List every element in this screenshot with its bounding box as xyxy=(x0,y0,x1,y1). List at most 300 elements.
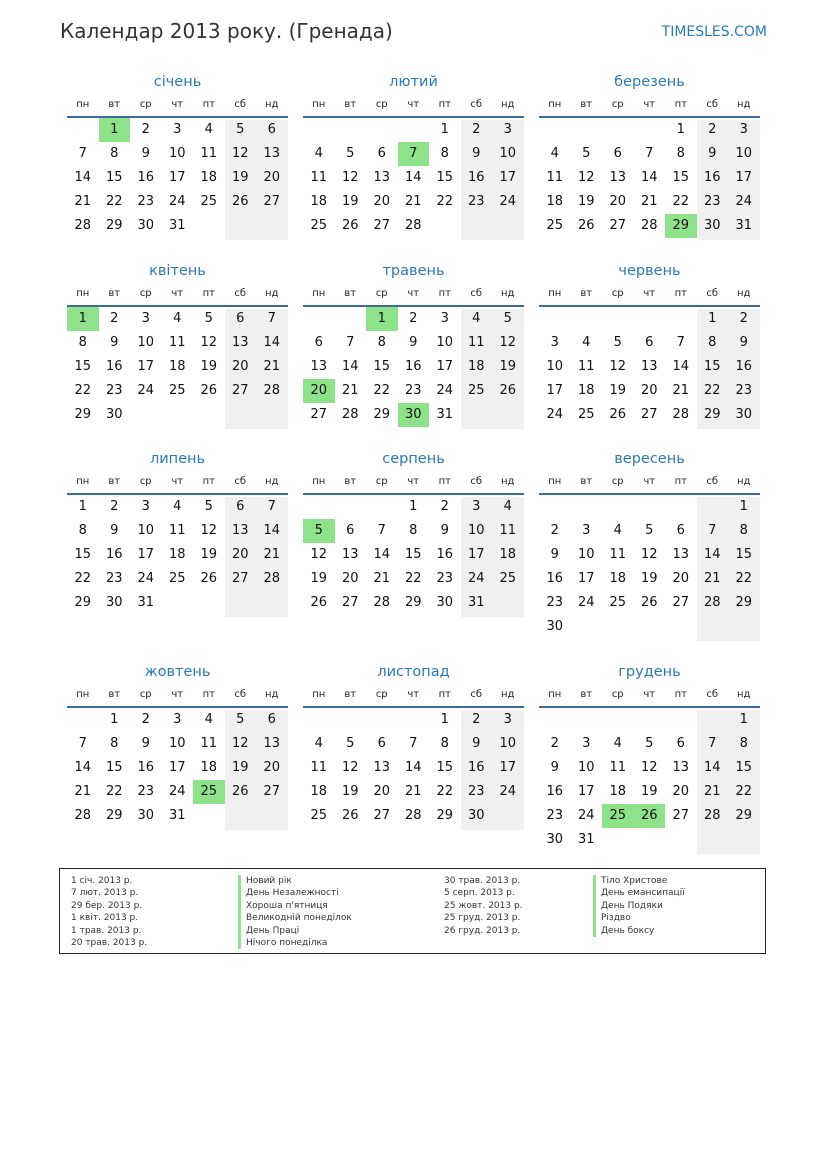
weekday-label: пт xyxy=(674,476,687,487)
weekday-label: пт xyxy=(202,476,215,487)
day-cell: 26 xyxy=(310,595,328,610)
weekday-label: сб xyxy=(470,99,483,110)
weekday-label: нд xyxy=(501,689,515,700)
day-cell: 25 xyxy=(310,808,328,823)
day-cell: 12 xyxy=(499,335,517,350)
weekday-label: пт xyxy=(438,99,451,110)
day-cell: 14 xyxy=(703,547,721,562)
day-cell: 16 xyxy=(467,170,485,185)
day-cell: 19 xyxy=(231,760,249,775)
day-cell: 8 xyxy=(409,523,418,538)
day-cell: 3 xyxy=(503,122,512,137)
month-name: червень xyxy=(618,263,681,279)
day-cell: 15 xyxy=(735,760,753,775)
day-cell: 26 xyxy=(231,194,249,209)
day-cell: 17 xyxy=(137,359,155,374)
day-cell: 18 xyxy=(609,571,627,586)
weekday-label: чт xyxy=(171,689,184,700)
day-cell: 25 xyxy=(200,194,218,209)
day-cell: 3 xyxy=(472,499,481,514)
legend-dates-left xyxy=(71,875,147,949)
day-cell: 9 xyxy=(440,523,449,538)
weekday-label: ср xyxy=(139,288,152,299)
day-cell: 8 xyxy=(440,146,449,161)
day-cell: 2 xyxy=(472,122,481,137)
day-cell: 7 xyxy=(708,523,717,538)
day-cell: 2 xyxy=(110,311,119,326)
day-cell: 2 xyxy=(550,736,559,751)
day-cell: 18 xyxy=(168,359,186,374)
day-cell: 14 xyxy=(703,760,721,775)
day-cell: 25 xyxy=(310,218,328,233)
legend-dates-right xyxy=(444,875,523,937)
day-cell: 22 xyxy=(436,784,454,799)
day-cell: 31 xyxy=(735,218,753,233)
day-cell: 5 xyxy=(236,712,245,727)
day-cell: 26 xyxy=(499,383,517,398)
day-cell: 15 xyxy=(436,760,454,775)
day-cell: 18 xyxy=(609,784,627,799)
day-cell: 8 xyxy=(110,736,119,751)
day-cell: 30 xyxy=(436,595,454,610)
weekday-label: чт xyxy=(407,476,420,487)
day-cell: 28 xyxy=(703,595,721,610)
day-cell: 7 xyxy=(409,736,418,751)
holiday-day: 5 xyxy=(303,519,335,543)
day-cell: 6 xyxy=(346,523,355,538)
month-rule xyxy=(539,706,760,708)
day-cell: 10 xyxy=(577,760,595,775)
day-cell: 21 xyxy=(404,194,422,209)
day-cell: 9 xyxy=(550,760,559,775)
day-cell: 11 xyxy=(310,760,328,775)
day-cell: 6 xyxy=(676,736,685,751)
day-cell: 15 xyxy=(74,359,92,374)
day-cell: 19 xyxy=(499,359,517,374)
day-cell: 21 xyxy=(703,571,721,586)
weekday-label: вт xyxy=(580,476,593,487)
legend-date: 20 трав. 2013 р. xyxy=(71,937,148,948)
day-cell: 23 xyxy=(467,784,485,799)
day-cell: 3 xyxy=(173,712,182,727)
day-cell: 9 xyxy=(141,146,150,161)
day-cell: 17 xyxy=(577,571,595,586)
legend-date: 30 трав. 2013 р. xyxy=(444,876,521,886)
day-cell: 25 xyxy=(467,383,485,398)
weekday-label: вт xyxy=(344,99,357,110)
day-cell: 5 xyxy=(613,335,622,350)
day-cell: 10 xyxy=(137,523,155,538)
day-cell: 30 xyxy=(467,808,485,823)
day-cell: 30 xyxy=(105,407,123,422)
day-cell: 24 xyxy=(467,571,485,586)
day-cell: 19 xyxy=(310,571,328,586)
day-cell: 31 xyxy=(137,595,155,610)
legend-holiday-name: Новий рік xyxy=(238,875,352,887)
day-cell: 4 xyxy=(582,335,591,350)
day-cell: 5 xyxy=(236,122,245,137)
month-name: січень xyxy=(153,74,202,90)
day-cell: 4 xyxy=(314,736,323,751)
day-cell: 20 xyxy=(341,571,359,586)
day-cell: 21 xyxy=(373,571,391,586)
day-cell: 11 xyxy=(168,523,186,538)
day-cell: 11 xyxy=(200,736,218,751)
day-cell: 30 xyxy=(703,218,721,233)
weekday-label: чт xyxy=(171,288,184,299)
day-cell: 2 xyxy=(550,523,559,538)
day-cell: 7 xyxy=(346,335,355,350)
day-cell: 28 xyxy=(404,808,422,823)
day-cell: 6 xyxy=(377,736,386,751)
day-cell: 1 xyxy=(440,712,449,727)
day-cell: 26 xyxy=(640,595,658,610)
day-cell: 12 xyxy=(640,547,658,562)
day-cell: 23 xyxy=(735,383,753,398)
day-cell: 26 xyxy=(341,808,359,823)
day-cell: 20 xyxy=(263,760,281,775)
day-cell: 23 xyxy=(546,595,564,610)
day-cell: 28 xyxy=(672,407,690,422)
holiday-day: 1 xyxy=(67,307,99,331)
day-cell: 18 xyxy=(499,547,517,562)
day-cell: 27 xyxy=(263,194,281,209)
day-cell: 27 xyxy=(609,218,627,233)
day-cell: 16 xyxy=(467,760,485,775)
day-cell: 13 xyxy=(609,170,627,185)
weekday-label: сб xyxy=(234,99,247,110)
day-cell: 18 xyxy=(310,784,328,799)
day-cell: 29 xyxy=(436,808,454,823)
day-cell: 31 xyxy=(168,218,186,233)
day-cell: 10 xyxy=(137,335,155,350)
day-cell: 4 xyxy=(173,311,182,326)
legend-names-right xyxy=(593,875,685,937)
day-cell: 12 xyxy=(200,523,218,538)
day-cell: 3 xyxy=(739,122,748,137)
holiday-day: 26 xyxy=(634,804,666,828)
day-cell: 14 xyxy=(74,170,92,185)
day-cell: 8 xyxy=(676,146,685,161)
day-cell: 26 xyxy=(200,571,218,586)
day-cell: 1 xyxy=(676,122,685,137)
month-name: травень xyxy=(382,263,445,279)
day-cell: 27 xyxy=(672,808,690,823)
weekday-label: пн xyxy=(76,689,90,700)
day-cell: 18 xyxy=(310,194,328,209)
weekday-label: сб xyxy=(706,476,719,487)
month-name: грудень xyxy=(618,664,681,680)
day-cell: 15 xyxy=(672,170,690,185)
day-cell: 9 xyxy=(708,146,717,161)
day-cell: 10 xyxy=(577,547,595,562)
day-cell: 6 xyxy=(236,499,245,514)
day-cell: 24 xyxy=(735,194,753,209)
day-cell: 8 xyxy=(739,736,748,751)
day-cell: 31 xyxy=(168,808,186,823)
day-cell: 27 xyxy=(263,784,281,799)
weekday-label: ср xyxy=(611,99,624,110)
day-cell: 27 xyxy=(341,595,359,610)
day-cell: 11 xyxy=(499,523,517,538)
day-cell: 11 xyxy=(200,146,218,161)
day-cell: 12 xyxy=(577,170,595,185)
day-cell: 4 xyxy=(314,146,323,161)
legend-holiday-name: Нічого понеділка xyxy=(238,937,352,949)
weekday-label: пт xyxy=(674,99,687,110)
day-cell: 12 xyxy=(231,146,249,161)
day-cell: 12 xyxy=(200,335,218,350)
day-cell: 22 xyxy=(74,383,92,398)
holiday-day: 1 xyxy=(99,118,131,142)
day-cell: 19 xyxy=(341,194,359,209)
weekday-label: сб xyxy=(470,689,483,700)
day-cell: 30 xyxy=(137,218,155,233)
day-cell: 5 xyxy=(346,146,355,161)
day-cell: 23 xyxy=(467,194,485,209)
day-cell: 9 xyxy=(110,523,119,538)
day-cell: 14 xyxy=(640,170,658,185)
weekday-label: ср xyxy=(375,476,388,487)
day-cell: 28 xyxy=(404,218,422,233)
day-cell: 17 xyxy=(436,359,454,374)
day-cell: 12 xyxy=(231,736,249,751)
day-cell: 19 xyxy=(640,784,658,799)
weekday-label: пн xyxy=(312,476,326,487)
weekday-label: нд xyxy=(737,689,751,700)
day-cell: 13 xyxy=(263,146,281,161)
day-cell: 7 xyxy=(676,335,685,350)
legend-holiday-name: Різдво xyxy=(593,912,685,924)
day-cell: 13 xyxy=(341,547,359,562)
day-cell: 24 xyxy=(577,595,595,610)
day-cell: 3 xyxy=(582,736,591,751)
day-cell: 21 xyxy=(263,547,281,562)
day-cell: 18 xyxy=(577,383,595,398)
day-cell: 3 xyxy=(141,499,150,514)
day-cell: 14 xyxy=(263,523,281,538)
weekday-label: ср xyxy=(375,288,388,299)
day-cell: 15 xyxy=(735,547,753,562)
day-cell: 24 xyxy=(168,784,186,799)
day-cell: 13 xyxy=(373,760,391,775)
weekday-label: нд xyxy=(737,99,751,110)
day-cell: 24 xyxy=(436,383,454,398)
day-cell: 11 xyxy=(467,335,485,350)
day-cell: 1 xyxy=(110,712,119,727)
weekday-label: нд xyxy=(737,476,751,487)
weekday-label: вт xyxy=(580,99,593,110)
day-cell: 25 xyxy=(168,571,186,586)
day-cell: 23 xyxy=(436,571,454,586)
day-cell: 13 xyxy=(640,359,658,374)
month-name: липень xyxy=(149,451,206,467)
day-cell: 27 xyxy=(231,383,249,398)
day-cell: 20 xyxy=(373,784,391,799)
day-cell: 26 xyxy=(200,383,218,398)
day-cell: 13 xyxy=(672,547,690,562)
weekday-label: пт xyxy=(202,99,215,110)
legend-holiday-name: День Подяки xyxy=(593,900,685,912)
day-cell: 10 xyxy=(499,736,517,751)
weekday-label: вт xyxy=(108,689,121,700)
day-cell: 31 xyxy=(577,832,595,847)
day-cell: 11 xyxy=(168,335,186,350)
weekday-label: пн xyxy=(548,476,562,487)
day-cell: 2 xyxy=(141,712,150,727)
day-cell: 8 xyxy=(708,335,717,350)
day-cell: 29 xyxy=(105,808,123,823)
day-cell: 18 xyxy=(200,760,218,775)
day-cell: 22 xyxy=(373,383,391,398)
holiday-day: 20 xyxy=(303,379,335,403)
day-cell: 24 xyxy=(499,784,517,799)
legend-holiday-name: Тіло Христове xyxy=(593,875,685,887)
day-cell: 6 xyxy=(267,712,276,727)
day-cell: 18 xyxy=(168,547,186,562)
day-cell: 24 xyxy=(137,571,155,586)
day-cell: 11 xyxy=(310,170,328,185)
day-cell: 26 xyxy=(577,218,595,233)
weekday-label: ср xyxy=(375,689,388,700)
day-cell: 9 xyxy=(739,335,748,350)
weekday-label: вт xyxy=(580,689,593,700)
weekday-label: пн xyxy=(312,99,326,110)
day-cell: 29 xyxy=(74,595,92,610)
weekday-label: пт xyxy=(202,288,215,299)
day-cell: 16 xyxy=(137,760,155,775)
day-cell: 22 xyxy=(735,784,753,799)
legend-date: 1 трав. 2013 р. xyxy=(71,925,142,936)
day-cell: 14 xyxy=(74,760,92,775)
day-cell: 24 xyxy=(499,194,517,209)
day-cell: 29 xyxy=(735,595,753,610)
day-cell: 21 xyxy=(703,784,721,799)
weekday-label: нд xyxy=(265,476,279,487)
day-cell: 24 xyxy=(577,808,595,823)
weekday-label: вт xyxy=(108,99,121,110)
day-cell: 27 xyxy=(231,571,249,586)
day-cell: 15 xyxy=(105,170,123,185)
day-cell: 13 xyxy=(310,359,328,374)
weekday-label: пт xyxy=(674,288,687,299)
day-cell: 14 xyxy=(373,547,391,562)
weekday-label: чт xyxy=(171,476,184,487)
day-cell: 6 xyxy=(377,146,386,161)
legend-date: 1 квіт. 2013 р. xyxy=(71,913,139,924)
day-cell: 2 xyxy=(110,499,119,514)
weekday-label: сб xyxy=(234,689,247,700)
day-cell: 9 xyxy=(472,736,481,751)
day-cell: 2 xyxy=(708,122,717,137)
day-cell: 5 xyxy=(204,499,213,514)
day-cell: 6 xyxy=(676,523,685,538)
weekday-label: пн xyxy=(76,99,90,110)
day-cell: 7 xyxy=(267,499,276,514)
day-cell: 4 xyxy=(550,146,559,161)
holiday-legend xyxy=(59,868,766,954)
day-cell: 10 xyxy=(546,359,564,374)
weekday-label: нд xyxy=(501,476,515,487)
day-cell: 16 xyxy=(105,547,123,562)
day-cell: 15 xyxy=(404,547,422,562)
day-cell: 22 xyxy=(74,571,92,586)
day-cell: 15 xyxy=(436,170,454,185)
day-cell: 22 xyxy=(672,194,690,209)
day-cell: 17 xyxy=(499,760,517,775)
day-cell: 11 xyxy=(577,359,595,374)
day-cell: 7 xyxy=(78,146,87,161)
day-cell: 31 xyxy=(436,407,454,422)
day-cell: 20 xyxy=(609,194,627,209)
weekday-label: чт xyxy=(407,689,420,700)
day-cell: 10 xyxy=(168,146,186,161)
day-cell: 19 xyxy=(640,571,658,586)
day-cell: 1 xyxy=(739,712,748,727)
legend-holiday-name: День боксу xyxy=(593,925,685,937)
day-cell: 15 xyxy=(74,547,92,562)
weekday-label: чт xyxy=(643,99,656,110)
day-cell: 7 xyxy=(377,523,386,538)
day-cell: 5 xyxy=(582,146,591,161)
month-name: лютий xyxy=(389,74,438,90)
day-cell: 3 xyxy=(582,523,591,538)
day-cell: 31 xyxy=(467,595,485,610)
site-link[interactable]: TIMESLES.COM xyxy=(661,24,767,40)
day-cell: 16 xyxy=(703,170,721,185)
day-cell: 2 xyxy=(472,712,481,727)
day-cell: 9 xyxy=(550,547,559,562)
day-cell: 4 xyxy=(503,499,512,514)
day-cell: 10 xyxy=(168,736,186,751)
day-cell: 22 xyxy=(436,194,454,209)
page-title: Календар 2013 року. (Гренада) xyxy=(60,19,393,43)
day-cell: 22 xyxy=(703,383,721,398)
day-cell: 6 xyxy=(645,335,654,350)
day-cell: 16 xyxy=(735,359,753,374)
day-cell: 22 xyxy=(735,571,753,586)
day-cell: 7 xyxy=(645,146,654,161)
legend-date: 29 бер. 2013 р. xyxy=(71,900,143,911)
weekday-label: ср xyxy=(611,288,624,299)
weekday-label: ср xyxy=(611,689,624,700)
holiday-day: 7 xyxy=(398,142,430,166)
weekday-label: чт xyxy=(643,476,656,487)
weekday-label: пн xyxy=(76,476,90,487)
day-cell: 9 xyxy=(110,335,119,350)
day-cell: 9 xyxy=(409,335,418,350)
day-cell: 27 xyxy=(373,808,391,823)
holiday-day: 1 xyxy=(366,307,398,331)
day-cell: 6 xyxy=(267,122,276,137)
day-cell: 27 xyxy=(310,407,328,422)
day-cell: 1 xyxy=(409,499,418,514)
day-cell: 14 xyxy=(263,335,281,350)
day-cell: 6 xyxy=(314,335,323,350)
day-cell: 15 xyxy=(105,760,123,775)
day-cell: 8 xyxy=(440,736,449,751)
weekday-label: чт xyxy=(171,99,184,110)
weekday-label: вт xyxy=(344,689,357,700)
day-cell: 13 xyxy=(263,736,281,751)
day-cell: 19 xyxy=(231,170,249,185)
day-cell: 23 xyxy=(404,383,422,398)
day-cell: 4 xyxy=(613,523,622,538)
day-cell: 12 xyxy=(310,547,328,562)
day-cell: 12 xyxy=(640,760,658,775)
day-cell: 10 xyxy=(467,523,485,538)
day-cell: 16 xyxy=(436,547,454,562)
